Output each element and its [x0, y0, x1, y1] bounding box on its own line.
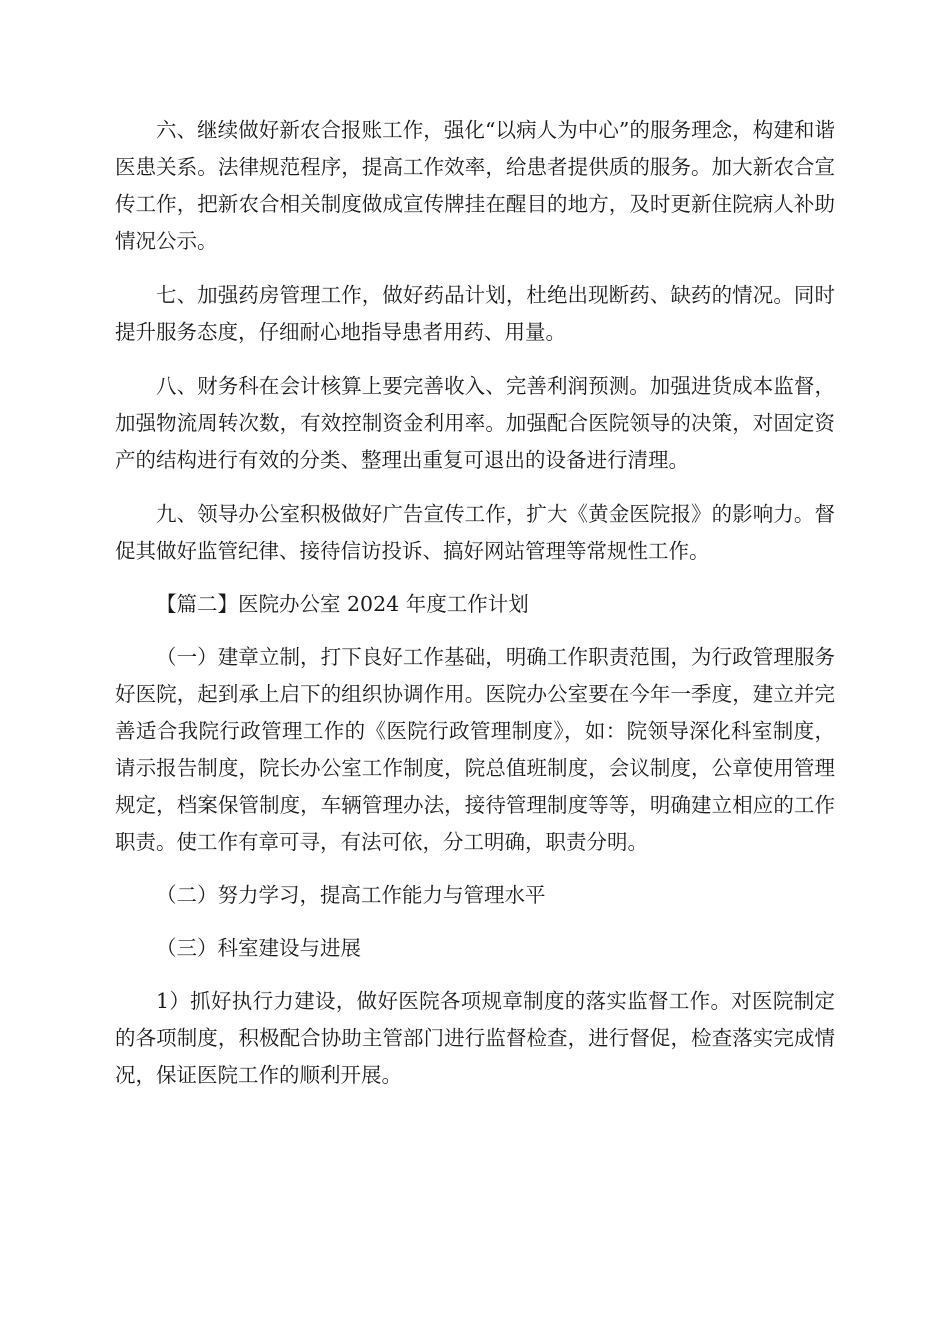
paragraph-eight: 八、财务科在会计核算上要完善收入、完善利润预测。加强进货成本监督，加强物流周转次数，有效控制资金利用率。加强配合医院领导的决策，对固定资产的结构进行有效的分类、整理出重复可退出的设备进行清理。 [115, 374, 835, 472]
section-heading: 【篇二】医院办公室 2024 年度工作计划 [156, 592, 529, 616]
document-body [115, 112, 835, 1094]
paragraph-item-two: （二）努力学习，提高工作能力与管理水平 [156, 883, 546, 907]
paragraph-item-one: （一）建章立制，打下良好工作基础，明确工作职责范围，为行政管理服务好医院，起到承上启下的组织协调作用。医院办公室要在今年一季度，建立并完善适合我院行政管理工作的《医院行政管理制度》，如：院领导深化科室制度，请示报告制度，院长办公室工作制度，院总值班制度，会议制度，公章使用管理规定，档案保管制度，车辆管理办法，接待管理制度等等，明确建立相应的工作职责。使工作有章可寻，有法可依，分工明确，职责分明。 [115, 645, 835, 854]
paragraph-item-three: （三）科室建设与进展 [156, 936, 361, 960]
paragraph-subitem-one: 1）抓好执行力建设，做好医院各项规章制度的落实监督工作。对医院制定的各项制度，积极配合协助主管部门进行监督检查，进行督促，检查落实完成情况，保证医院工作的顺利开展。 [115, 989, 835, 1087]
paragraph-seven: 七、加强药房管理工作，做好药品计划，杜绝出现断药、缺药的情况。同时提升服务态度，仔细耐心地指导患者用药、用量。 [115, 283, 835, 344]
paragraph-nine: 九、领导办公室积极做好广告宣传工作，扩大《黄金医院报》的影响力。督促其做好监管纪律、接待信访投诉、搞好网站管理等常规性工作。 [115, 502, 835, 563]
paragraph-six: 六、继续做好新农合报账工作，强化“以病人为中心”的服务理念，构建和谐医患关系。法律规范程序，提高工作效率，给患者提供质的服务。加大新农合宣传工作，把新农合相关制度做成宣传牌挂在醒目的地方，及时更新住院病人补助情况公示。 [115, 118, 835, 253]
